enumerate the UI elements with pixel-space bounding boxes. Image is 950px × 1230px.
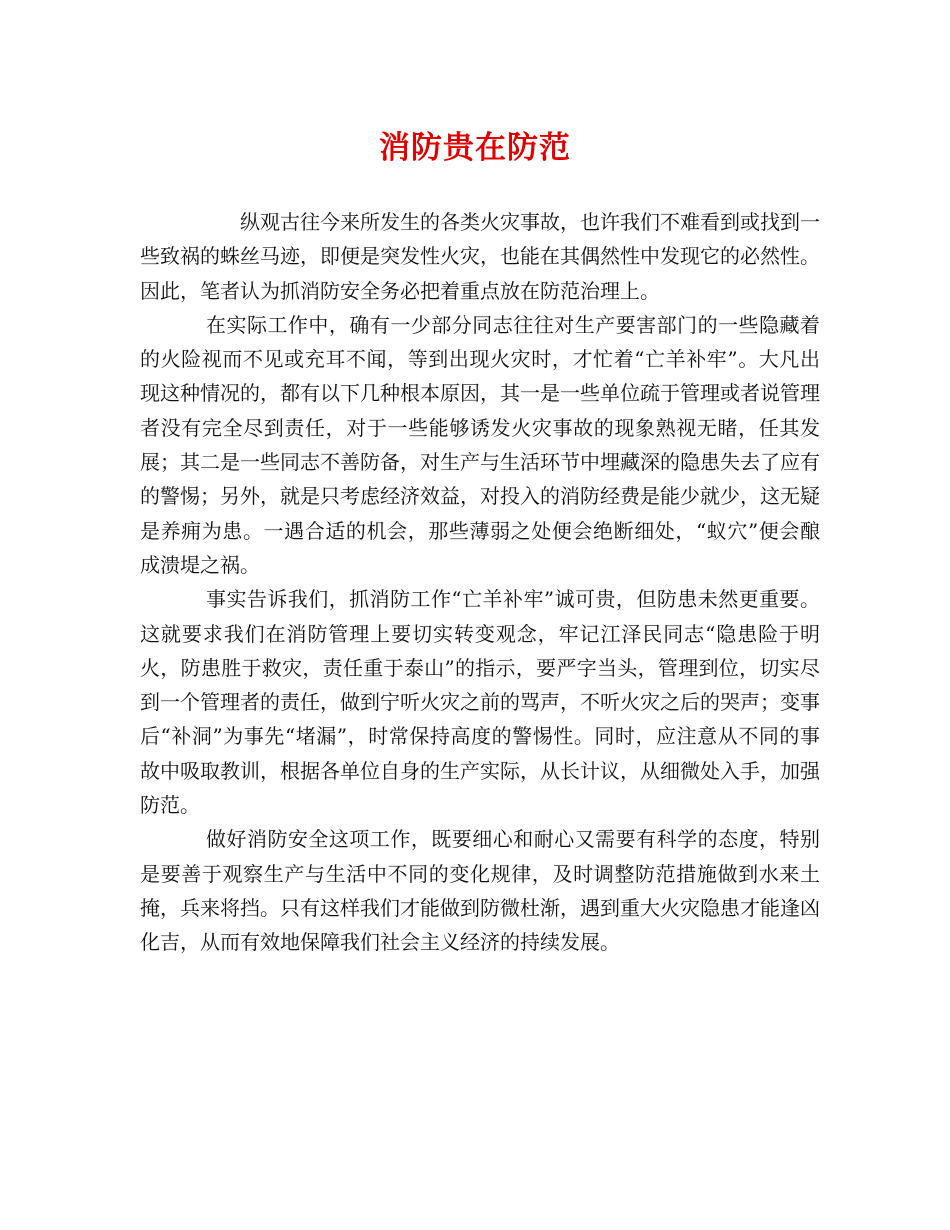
paragraph-1: 纵观古往今来所发生的各类火灾事故，也许我们不难看到或找到一些致祸的蛛丝马迹，即便是突发性火灾，也能在其偶然性中发现它的必然性。因此，笔者认为抓消防安全务必把着重点放在防范治理上。 bbox=[140, 210, 820, 303]
paragraph-4: 做好消防安全这项工作，既要细心和耐心又需要有科学的态度，特别是要善于观察生产与生活中不同的变化规律，及时调整防范措施做到水来土掩，兵来将挡。只有这样我们才能做到防微杜渐，遇到重大火灾隐患才能逢凶化吉，从而有效地保障我们社会主义经济的持续发展。 bbox=[140, 827, 820, 955]
paragraph-2: 在实际工作中，确有一少部分同志往往对生产要害部门的一些隐藏着的火险视而不见或充耳不闻，等到出现火灾时，才忙着“亡羊补牢”。大凡出现这种情况的，都有以下几种根本原因，其一是一些单位疏于管理或者说管理者没有完全尽到责任，对于一些能够诱发火灾事故的现象熟视无睹，任其发展；其二是一些同志不善防备，对生产与生活环节中埋藏深的隐患失去了应有的警惕；另外，就是只考虑经济效益，对投入的消防经费是能少就少，这无疑是养痈为患。一遇合适的机会，那些薄弱之处便会绝断细处，“蚁穴”便会酿成溃堤之祸。 bbox=[140, 312, 820, 577]
document-body bbox=[140, 205, 820, 960]
paragraph-3: 事实告诉我们，抓消防工作“亡羊补牢”诚可贵，但防患未然更重要。这就要求我们在消防管理上要切实转变观念，牢记江泽民同志“隐患险于明火，防患胜于救灾，责任重于泰山”的指示，要严字当头，管理到位，切实尽到一个管理者的责任，做到宁听火灾之前的骂声，不听火灾之后的哭声；变事后“补洞”为事先“堵漏”，时常保持高度的警惕性。同时，应注意从不同的事故中吸取教训，根据各单位自身的生产实际，从长计议，从细微处入手，加强防范。 bbox=[140, 587, 820, 818]
document-title: 消防贵在防范 bbox=[379, 130, 571, 166]
